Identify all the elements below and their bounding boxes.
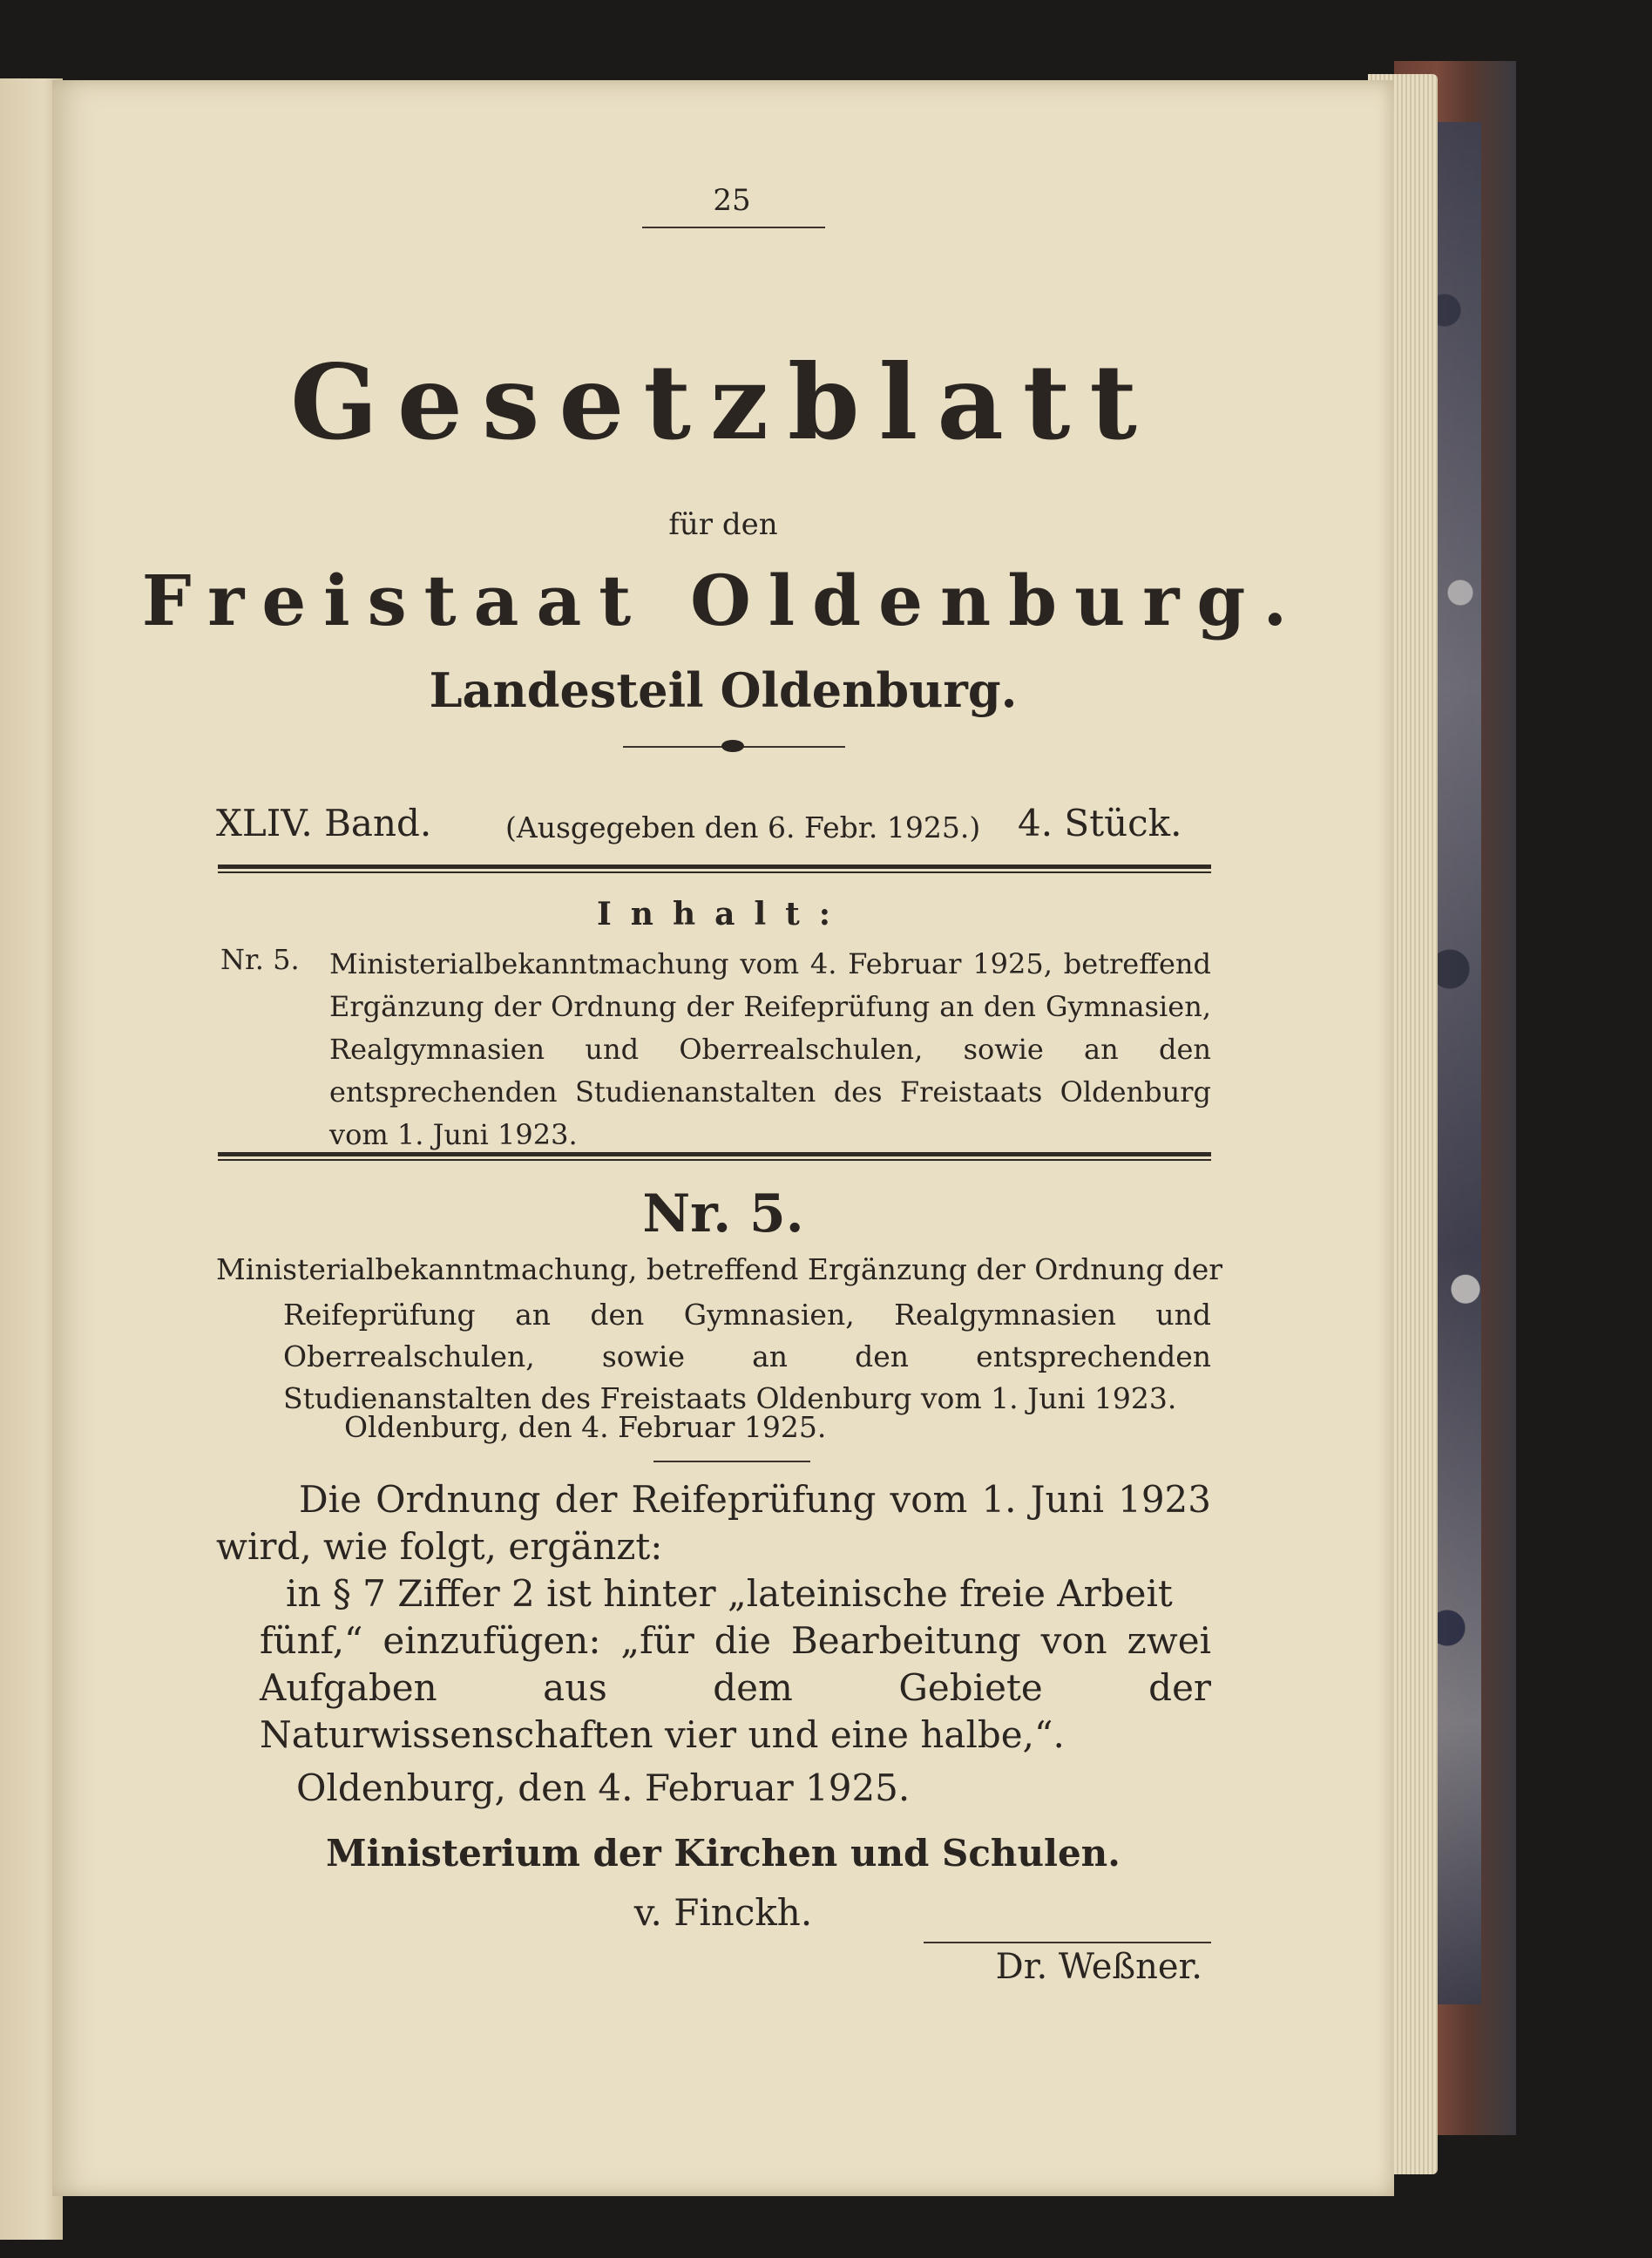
signer-name: v. Finckh.	[633, 1891, 813, 1934]
page-number: 25	[713, 183, 751, 218]
title-connector: für den	[668, 507, 778, 542]
contents-entry-text: Ministerialbekanntmachung vom 4. Februar 1925, betreffend Ergänzung der Ordnung der Reifeprüfung an den Gymnasien, Realgymnasien und Oberrealschulen, sowie an den entsprechenden Studienanstalten des Freistaats Oldenburg vom 1. Juni 1923.	[329, 947, 1211, 1151]
ornament-dot	[721, 740, 744, 752]
decree-title-rest: Reifeprüfung an den Gymnasien, Realgymnasien und Oberrealschulen, sowie an den entsprechenden Studienanstalten des Freistaats Oldenburg vom 1. Juni 1923.	[283, 1298, 1211, 1415]
body-paragraph-1: Die Ordnung der Reifeprüfung vom 1. Juni 1923 wird, wie folgt, ergänzt:	[216, 1478, 1211, 1568]
decree-body	[216, 1476, 1211, 1759]
issue-date: (Ausgegeben den 6. Febr. 1925.)	[505, 810, 981, 844]
body-paragraph-2-rest: fünf,“ einzufügen: „für die Bearbeitung von zwei Aufgaben aus dem Gebiete der Naturwissenschaften vier und eine halbe,“.	[260, 1619, 1211, 1756]
piece-number: 4. Stück.	[1018, 802, 1182, 844]
closing-place-date: Oldenburg, den 4. Februar 1925.	[296, 1766, 911, 1809]
document-page	[52, 80, 1394, 2196]
cosigner-rule	[924, 1942, 1211, 1943]
volume-label: XLIV. Band.	[216, 802, 432, 844]
body-paragraph-2-first-line: in § 7 Ziffer 2 ist hinter „lateinische freie Arbeit	[286, 1572, 1173, 1615]
decree-place-date: Oldenburg, den 4. Februar 1925.	[344, 1410, 827, 1444]
separator-rule	[653, 1461, 810, 1462]
contents-entry-number: Nr. 5.	[220, 943, 300, 976]
decree-number: Nr. 5.	[642, 1183, 804, 1244]
header-rule	[642, 227, 825, 228]
cosigner-name: Dr. Weßner.	[995, 1947, 1202, 1987]
ministry-signature: Ministerium der Kirchen und Schulen.	[326, 1832, 1121, 1875]
contents-bottom-rule	[218, 1152, 1211, 1161]
contents-top-rule	[218, 865, 1211, 873]
document-title: Gesetzblatt	[290, 342, 1156, 463]
state-name: Freistaat Oldenburg.	[141, 559, 1305, 641]
region-name: Landesteil Oldenburg.	[429, 662, 1018, 718]
decree-title-first-line: Ministerialbekanntmachung, betreffend Ergänzung der Ordnung der	[216, 1252, 1222, 1286]
contents-heading: Inhalt:	[596, 896, 850, 932]
